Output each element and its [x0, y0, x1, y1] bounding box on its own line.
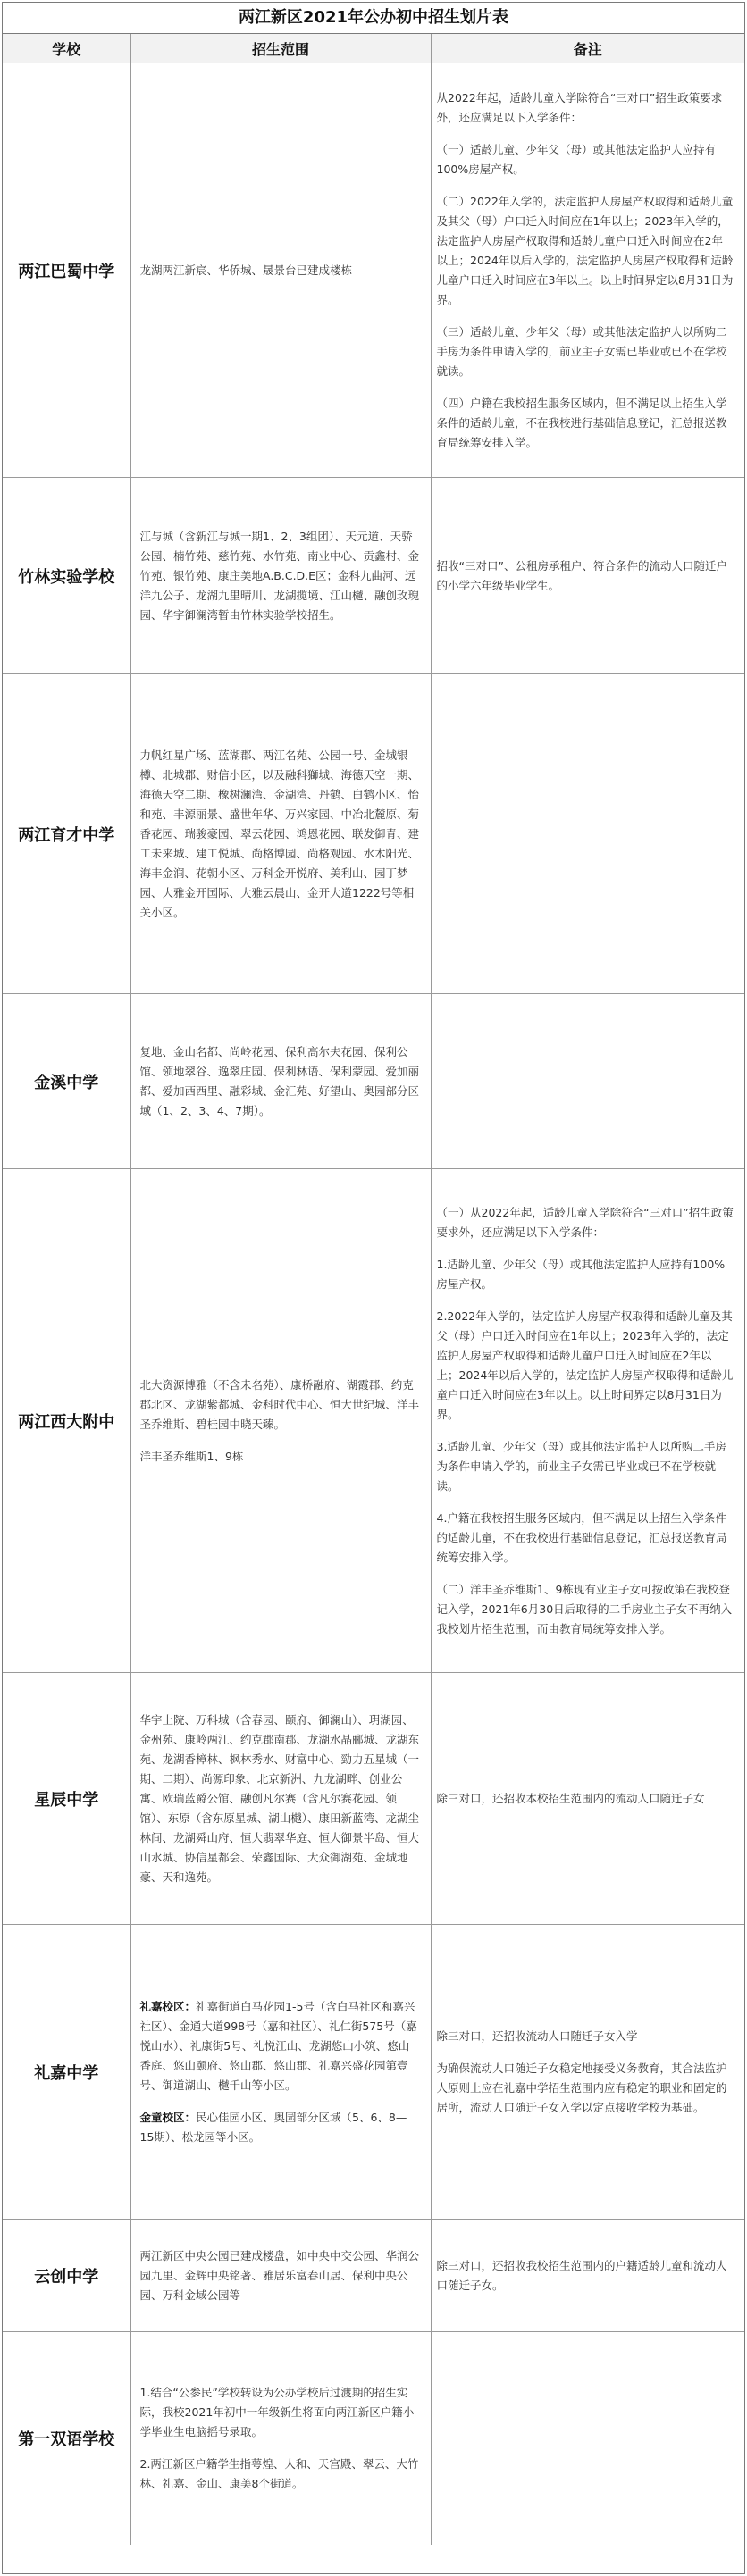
remark-paragraph: （四）户籍在我校招生服务区域内，但不满足以上招生入学条件的适龄儿童，不在我校进行基础信息登记，汇总报送教育局统筹安排入学。 [436, 396, 727, 449]
table-row [3, 2332, 744, 2545]
remarks [431, 2220, 744, 2332]
enrollment-range [130, 674, 431, 994]
remark-paragraph: 除三对口，还招收流动人口随迁子女入学 [436, 2028, 638, 2043]
enrollment-range [130, 63, 431, 478]
school-name: 两江育才中学 [3, 674, 130, 994]
enrollment-sheet [2, 2, 745, 2574]
remarks [431, 1169, 744, 1673]
remark-paragraph: （二）2022年入学的，法定监护人房屋产权取得和适龄儿童及其父（母）户口迁入时间应在1年以上；2023年入学的，法定监护人房屋产权取得和适龄儿童户口迁入时间应在2年以上；2024年以后入学的，法定监护人房屋产权取得和适龄儿童户口迁入时间应在3年以上。以上时间界定以8月31日为界。 [436, 194, 734, 306]
remark-paragraph: 为确保流动人口随迁子女稳定地接受义务教育，其合法监护人原则上应在礼嘉中学招生范围内应有稳定的职业和固定的居所，流动人口随迁子女入学以定点接收学校为基础。 [436, 2061, 727, 2114]
enrollment-range [130, 1673, 431, 1925]
remark-paragraph: 2.2022年入学的，法定监护人房屋产权取得和适龄儿童及其父（母）户口迁入时间应在1年以上；2023年入学的，法定监护人房屋产权取得和适龄儿童户口迁入时间应在2年以上；2024年以后入学的，法定监护人房屋产权取得和适龄儿童户口迁入时间应在3年以上。以上时间界定以8月31日为界。 [436, 1309, 734, 1421]
remarks [431, 2332, 744, 2545]
table-body [3, 63, 744, 2545]
table-row [3, 1925, 744, 2220]
remark-paragraph: （一）从2022年起，适龄儿童入学除符合“三对口”招生政策要求外，还应满足以下入学条件： [436, 1205, 734, 1239]
school-name: 金溪中学 [3, 994, 130, 1169]
remarks [431, 1925, 744, 2220]
enrollment-table [3, 34, 744, 2545]
remark-paragraph: 除三对口，还招收本校招生范围内的流动人口随迁子女 [436, 1791, 705, 1805]
table-row [3, 2220, 744, 2332]
range-paragraph: 两江新区中央公园已建成楼盘，如中央中交公园、华润公园九里、金辉中央铭著、雅居乐富春山居、保利中央公园、万科金域公园等 [139, 2248, 420, 2302]
range-paragraph: 力帆红星广场、蓝湖郡、两江名苑、公园一号、金城银樽、北城郡、财信小区，以及融科獅城、海德天空一期、海德天空二期、橡树澜湾、金湖湾、丹鹤、白鹤小区、怡和苑、丰源丽景、盛世年华、万兴家园、中冶北麓原、菊香花园、瑞骏豪园、翠云花园、鸿恩花园、联发御青、建工未来城、建工悦城、尚格博园、尚格观园、水木阳光、海丰金润、花朝小区、万科金开悦府、美利山、园丁梦园、大雅金开国际、大雅云晨山、金开大道1222号等相关小区。 [139, 748, 420, 919]
table-row [3, 1169, 744, 1673]
table-row [3, 994, 744, 1169]
remarks [431, 1673, 744, 1925]
remark-paragraph: 1.适龄儿童、少年父（母）或其他法定监护人应持有100%房屋产权。 [436, 1257, 726, 1291]
range-paragraph: 华宇上院、万科城（含春园、颐府、御澜山）、玥湖园、金州苑、康岭两江、约克郡南郡、龙湖水晶郦城、龙湖东苑、龙湖香樟林、枫林秀水、财富中心、勁力五星城（一期、二期）、尚源印象、北京新洲、九龙湖畔、创业公寓、欧瑞蓝爵公馆、融创凡尔赛（含凡尔赛花园、领馆）、东原（含东原星城、湖山樾）、康田新蓝湾、龙湖尘林间、龙湖舜山府、恒大翡翠华庭、恒大御景半岛、恒大山水城、协信星都会、荣鑫国际、大众御湖苑、金城地豪、天和逸苑。 [139, 1712, 420, 1884]
table-row [3, 63, 744, 478]
remark-paragraph: （二）洋丰圣乔维斯1、9栋现有业主子女可按政策在我校登记入学，2021年6月30日后取得的二手房业主子女不再纳入我校划片招生范围，而由教育局统筹安排入学。 [436, 1582, 733, 1635]
school-name: 两江西大附中 [3, 1169, 130, 1673]
enrollment-range [130, 994, 431, 1169]
range-paragraph: 北大资源博雅（不含未名苑）、康桥融府、湖霞郡、约克郡北区、龙湖紫都城、金科时代中心、恒大世纪城、洋丰圣乔维斯、碧桂园中晓天臻。 [139, 1377, 420, 1431]
table-row [3, 1673, 744, 1925]
remark-paragraph: 从2022年起，适龄儿童入学除符合“三对口”招生政策要求外，还应满足以下入学条件： [436, 90, 723, 124]
table-row [3, 478, 744, 674]
range-paragraph: 江与城（含新江与城一期1、2、3组团）、天元道、天骄公园、楠竹苑、慈竹苑、水竹苑、南业中心、贡鑫村、金竹苑、银竹苑、康庄美地A.B.C.D.E区；金科九曲河、远洋九公子、龙湖九里晴川、龙湖揽境、江山樾、融创玫瑰园、华宇御澜湾暂由竹林实验学校招生。 [139, 529, 420, 622]
enrollment-range [130, 1169, 431, 1673]
remarks [431, 63, 744, 478]
school-name: 两江巴蜀中学 [3, 63, 130, 478]
range-paragraph: 洋丰圣乔维斯1、9栋 [139, 1449, 244, 1463]
remark-paragraph: （一）适龄儿童、少年父（母）或其他法定监护人应持有100%房屋产权。 [436, 142, 717, 176]
enrollment-range [130, 2332, 431, 2545]
campus-range: 礼嘉街道白马花园1-5号（含白马社区和嘉兴社区）、金通大道998号（嘉和社区）、礼仁街575号（嘉悦山水）、礼康街5号、礼悦江山、龙湖悠山小筑、悠山香庭、悠山颐府、悠山郡、悠山郡、礼嘉兴盛花园第壹号、御道湖山、樾千山等小区。 [139, 1999, 417, 2092]
remarks [431, 994, 744, 1169]
remark-paragraph: 除三对口，还招收我校招生范围内的户籍适龄儿童和流动人口随迁子女。 [436, 2258, 727, 2292]
remark-paragraph: 3.适龄儿童、少年父（母）或其他法定监护人以所购二手房为条件申请入学的，前业主子女需已毕业或已不在学校就读。 [436, 1439, 726, 1493]
remarks [431, 478, 744, 674]
school-name: 竹林实验学校 [3, 478, 130, 674]
campus-name: 礼嘉校区： [139, 1999, 197, 2013]
remark-paragraph: （三）适龄儿童、少年父（母）或其他法定监护人以所购二手房为条件申请入学的，前业主子女需已毕业或已不在学校就读。 [436, 324, 727, 378]
header-note: 备注 [431, 34, 744, 63]
remark-paragraph: 4.户籍在我校招生服务区域内，但不满足以上招生入学条件的适龄儿童，不在我校进行基础信息登记，汇总报送教育局统筹安排入学。 [436, 1510, 727, 1564]
header-school: 学校 [3, 34, 130, 63]
campus-name: 金童校区： [139, 2110, 197, 2124]
range-paragraph: 龙湖两江新宸、华侨城、晟景台已建成楼栋 [139, 263, 353, 277]
range-paragraph: 复地、金山名都、尚岭花园、保利高尔夫花园、保利公馆、领地翠谷、逸翠庄园、保利林语、保利蒙园、爱加丽都、爱加西西里、融彩城、金汇苑、好望山、奥园部分区域（1、2、3、4、7期）。 [139, 1044, 420, 1117]
header-range: 招生范围 [130, 34, 431, 63]
school-name: 第一双语学校 [3, 2332, 130, 2545]
school-name: 礼嘉中学 [3, 1925, 130, 2220]
enrollment-range [130, 1925, 431, 2220]
page-title: 两江新区2021年公办初中招生划片表 [3, 3, 744, 34]
header-row [3, 34, 744, 63]
campus-paragraph [140, 1997, 420, 2095]
campus-range: 民心佳园小区、奥园部分区域（5、6、8—15期）、松龙园等小区。 [139, 2110, 407, 2144]
school-name: 云创中学 [3, 2220, 130, 2332]
range-paragraph: 1.结合“公参民”学校转设为公办学校后过渡期的招生实际，我校2021年初中一年级新生将面向两江新区户籍小学毕业生电脑摇号录取。 [139, 2385, 415, 2438]
campus-paragraph [140, 2108, 420, 2147]
enrollment-range [130, 478, 431, 674]
range-paragraph: 2.两江新区户籍学生指萼煌、人和、天宫殿、翠云、大竹林、礼嘉、金山、康美8个街道。 [139, 2456, 419, 2490]
remark-paragraph: 招收“三对口”、公租房承租户、符合条件的流动人口随迁户的小学六年级毕业学生。 [436, 558, 727, 592]
table-row [3, 674, 744, 994]
school-name: 星辰中学 [3, 1673, 130, 1925]
enrollment-range [130, 2220, 431, 2332]
remarks [431, 674, 744, 994]
